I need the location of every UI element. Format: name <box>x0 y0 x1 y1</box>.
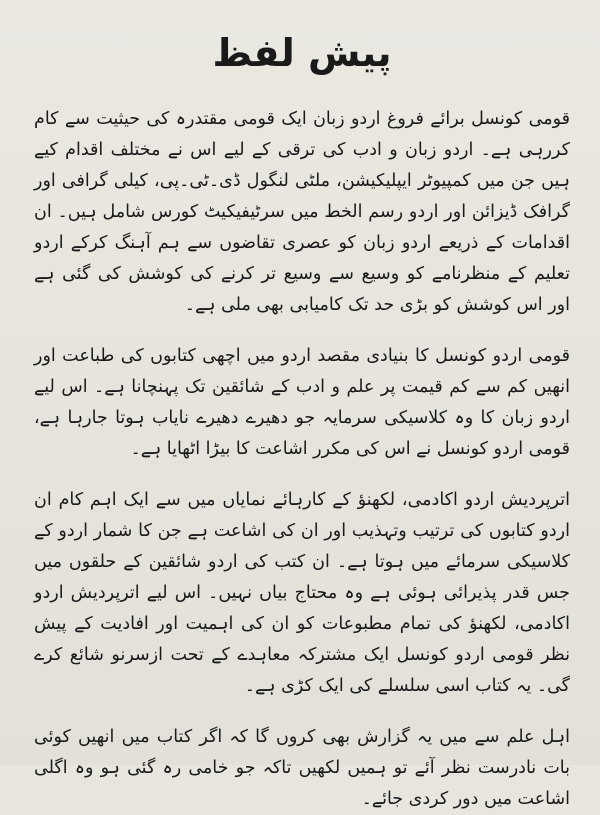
paragraph-4: اہل علم سے میں یہ گزارش بھی کروں گا کہ اگر کتاب میں انھیں کوئی بات نادرست نظر آئے تو ہمیں لکھیں تاکہ جو خامی رہ گئی ہو وہ اگلی اشاعت میں دور کردی جائے۔ <box>34 727 570 809</box>
paragraph-3: اترپردیش اردو اکادمی، لکھنؤ کے کارہائے نمایاں میں سے ایک اہم کام ان اردو کتابوں کی ترتیب وتہذیب اور ان کی اشاعت ہے جن کا شمار اردو کے کلاسیکی سرمائے میں ہوتا ہے۔ ان کتب کی اردو شائقین کے حلقوں میں جس قدر پذیرائی ہوئی ہے وہ محتاج بیاں نہیں۔ اس لیے اترپردیش اردو اکادمی، لکھنؤ کی تمام مطبوعات کو ان کی اہمیت اور افادیت کے پیش نظر قومی اردو کونسل ایک مشترکہ معاہدے کے تحت ازسرنو شائع کرے گی۔ یہ کتاب اسی سلسلے کی ایک کڑی ہے۔ <box>34 490 570 696</box>
paragraph-2: قومی اردو کونسل کا بنیادی مقصد اردو میں اچھی کتابوں کی طباعت اور انھیں کم سے کم قیمت پر علم و ادب کے شائقین تک پہنچانا ہے۔ اس لیے اردو زبان کا وہ کلاسیکی سرمایہ جو دھیرے دھیرے نایاب ہوتا جارہا ہے، قومی اردو کونسل نے اس کی مکرر اشاعت کا بیڑا اٹھایا ہے۔ <box>34 346 570 459</box>
paragraph-1: قومی کونسل برائے فروغ اردو زبان ایک قومی مقتدرہ کی حیثیت سے کام کررہی ہے۔ اردو زبان و ادب کی ترقی کے لیے اس نے مختلف اقدام کیے ہیں جن میں کمپیوٹر ایپلیکیشن، ملٹی لنگول ڈی۔ٹی۔پی، کیلی گرافی اور گرافک ڈیزائن اور اردو رسم الخط میں سرٹیفیکیٹ کورس شامل ہیں۔ ان اقدامات کے ذریعے اردو زبان کو عصری تقاضوں سے ہم آہنگ کرکے اردو تعلیم کے منظرنامے کو وسیع سے وسیع تر کرنے کی کوشش کی گئی ہے اور اس کوشش کو بڑی حد تک کامیابی بھی ملی ہے۔ <box>34 109 570 315</box>
page-title: پیش لفظ <box>212 31 392 75</box>
